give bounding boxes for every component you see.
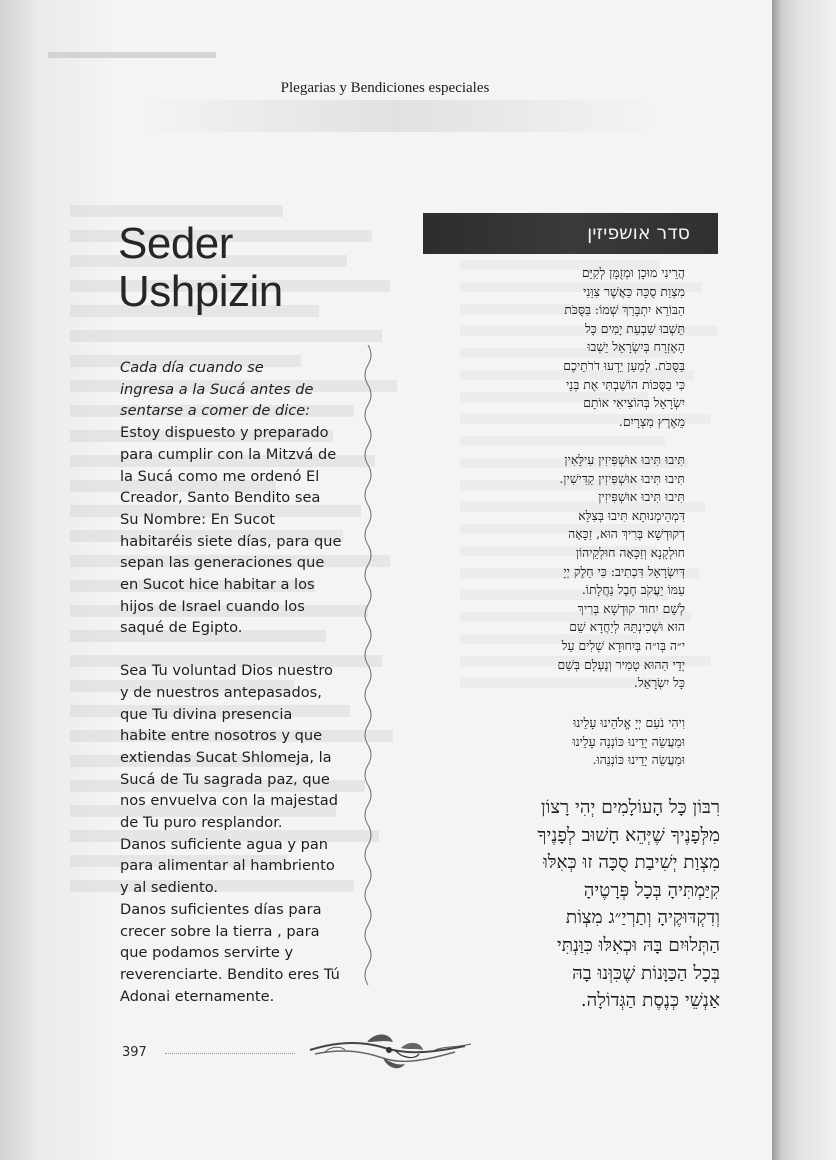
hebrew-line: אַנְשֵׁי כְּנֶסֶת הַגְּדוֹלָה. [580,990,720,1012]
hebrew-line: בְּכָל הַכַּוָּנוֹת שֶׁכִּוְּנוּ בָהּ [572,962,720,984]
paragraph-line: para cumplir con la Mitzvá de [120,445,337,463]
paragraph-line: habitaréis siete días, para que [120,532,342,550]
hebrew-line: הֲרֵינִי מוּכָן וּמְזֻמָּן לְקַיֵּם [581,265,685,280]
hebrew-line: מִלְּפָנֶיךָ שֶׁיְּהֵא חָשׁוּב לְפָנֶיךָ [537,824,720,846]
hebrew-line: עַמּוֹ יַעֲקֹב חֶבֶל נַחֲלָתוֹ. [581,582,685,598]
paragraph-line: saqué de Egipto. [120,619,243,637]
hebrew-line: תִּיבוּ תִּיבוּ אוּשְׁפִּיזִין עִילָּאִין [564,452,685,467]
hebrew-block-2 [430,451,685,693]
hebrew-block-4 [438,794,720,1015]
spanish-text-column [120,357,350,1007]
hebrew-line: כִּי בַסֻּכּוֹת הוֹשַׁבְתִּי אֶת בְּנֵי [566,376,685,392]
paragraph-line: que Tu divina presencia [120,705,293,723]
hebrew-line: רִבּוֹן כָּל הָעוֹלָמִים יְהִי רָצוֹן [540,797,720,818]
intro-line: ingresa a la Sucá antes de [120,380,314,398]
hebrew-line: י״ה בְּו״ה בְּיִחוּדָא שְׁלִים עַל [561,637,685,653]
paragraph-line: Su Nombre: En Sucot [120,510,275,528]
paragraph-line: en Sucot hice habitar a los [120,576,315,594]
paragraph-line: nos envuelva con la majestad [120,792,338,810]
hebrew-line: וּמַעֲשֵׂה יָדֵינוּ כּוֹנְנָה עָלֵינוּ [572,733,685,749]
running-header: Plegarias y Bendiciones especiales [280,80,490,96]
footer-dotted-rule [165,1053,295,1054]
hebrew-line: בַּסֻּכֹּת. לְמַעַן יֵדְעוּ דֹרֹתֵיכֶם [563,357,685,373]
paragraph-line: sepan las generaciones que [120,554,325,572]
hebrew-section-header: סדר אושפיזין [423,213,718,254]
page-number: 397 [122,1045,147,1060]
hebrew-line: כָּל יִשְׂרָאֵל. [633,675,685,691]
hebrew-line: תֵּשְׁבוּ שִׁבְעַת יָמִים כָּל [584,320,685,336]
hebrew-line: וּמַעֲשֵׂה יָדֵינוּ כּוֹנְנֵהוּ. [592,752,685,768]
paragraph-line: Sucá de Tu sagrada paz, que [120,770,330,788]
paragraph-line: Danos suficientes días para [120,900,322,918]
paragraph-line: extiendas Sucat Shlomeja, la [120,748,332,766]
intro-line: sentarse a comer de dice: [120,402,311,420]
wavy-divider [360,345,376,985]
paragraph-2 [120,660,350,1007]
paragraph-line: Danos suficiente agua y pan [120,835,329,853]
paragraph-line: habite entre nosotros y que [120,727,323,745]
hebrew-line: וִיהִי נֹעַם יְיָ אֱלֹהֵינוּ עָלֵינוּ [573,715,685,730]
paragraph-line: crecer sobre la tierra , para [120,922,320,940]
title-line-2: Ushpizin [118,267,283,316]
floral-flourish-icon [305,1028,475,1078]
hebrew-line: תִּיבוּ תִּיבוּ אוּשְׁפִּיזִין קַדִּישִׁין. [559,470,685,486]
book-gutter-edge [772,0,836,1160]
bleed-through-band [135,100,660,132]
hebrew-line: דִּמְהֵימְנוּתָא תִּיבוּ בְּצִלָּא [578,507,685,523]
paragraph-line: Creador, Santo Bendito sea [120,489,321,507]
paragraph-line: que podamos servirte y [120,944,294,962]
hebrew-line: יִשְׂרָאֵל בְּהוֹצִיאִי אוֹתָם [583,395,685,411]
paragraph-line: para alimentar al hambriento [120,857,335,875]
hebrew-line: קִיַּמְתִּיהָ בְּכָל פְּרָטֶיהָ [583,879,720,901]
hebrew-line: הַבּוֹרֵא יִתְבָּרַךְ שְׁמוֹ: בַּסֻּכֹּת [564,302,685,318]
hebrew-line: מִצְוַת יְשִׁיבַת סֻכָּה זוּ כְּאִלּוּ [543,852,720,874]
hebrew-line: וְדִקְדּוּקֶיהָ וְתַרְיַ״ג מִצְוֹת [565,907,720,929]
hebrew-line: הָאֶזְרָח בְּיִשְׂרָאֵל יֵשְׁבוּ [587,339,685,355]
intro-text [120,357,350,422]
paragraph-line: y de nuestros antepasados, [120,683,322,701]
hebrew-line: תִּיבוּ תִּיבוּ אוּשְׁפִּיזִין [598,489,685,505]
paragraph-line: reverenciarte. Bendito eres Tú [120,965,340,983]
hebrew-line: דְקוּדְשָׁא בְּרִיךְ הוּא, זַכָּאָה [568,526,685,542]
hebrew-line: מִצְוַת סֻכָּה כַּאֲשֶׁר צִוַּנִי [583,283,685,299]
paragraph-line: la Sucá como me ordenó El [120,467,320,485]
paragraph-line: de Tu puro resplandor. [120,814,283,832]
paragraph-line: Sea Tu voluntad Dios nuestro [120,662,333,680]
paragraph-line: hijos de Israel cuando los [120,597,305,615]
paragraph-line: y al sediento. [120,879,219,897]
hebrew-block-1 [430,264,685,431]
bleed-through-mark [48,52,216,58]
hebrew-line: חוּלְקָנָא וְזַכָּאָה חוּלְקֵיהוֹן [575,544,685,560]
hebrew-line: מֵאֶרֶץ מִצְרָיִם. [618,413,685,429]
title-line-1: Seder [118,219,233,268]
hebrew-line: דְּיִשְׂרָאֵל דִּכְתִיב: כִּי חֵלֶק יְיָ [563,563,685,579]
hebrew-line: יְדֵי הַהוּא טָמִיר וְנֶעְלָם בְּשֵׁם [557,656,685,672]
hebrew-line: לְשֵׁם יִחוּד קוּדְשָׁא בְּרִיךְ [577,600,685,616]
hebrew-line: הַתְּלוּיִם בָּהּ וּכְאִלּוּ כִּוַּנְתִּי [556,934,720,956]
paragraph-line: Adonai eternamente. [120,987,275,1005]
paragraph-line: Estoy dispuesto y preparado [120,424,329,442]
hebrew-line: הוּא וּשְׁכִינְתֵּהּ לְיַחֲדָא שֵׁם [569,619,685,635]
intro-line: Cada día cuando se [120,359,264,376]
paragraph-1 [120,422,350,639]
page-title [118,220,368,316]
hebrew-block-3 [430,714,685,770]
